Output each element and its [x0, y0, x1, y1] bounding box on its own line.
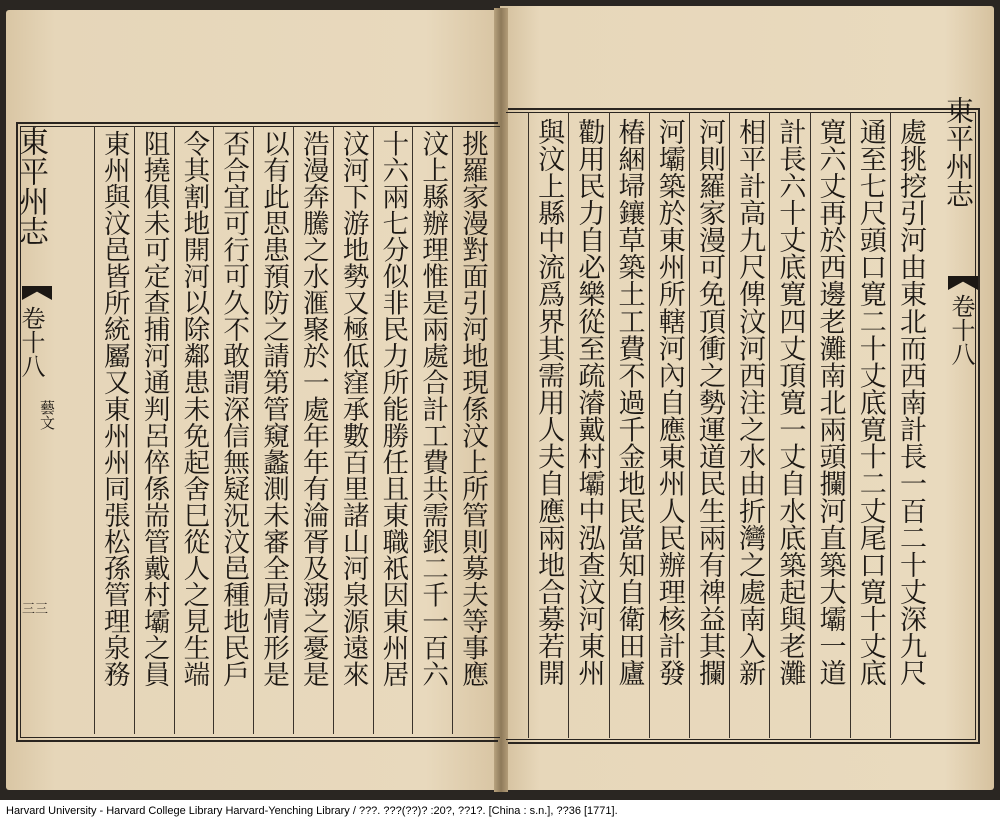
text-column: 計長六十丈底寛四丈頂寛一丈自水底築起與老灘: [774, 118, 806, 687]
column-rule: [373, 126, 374, 734]
heart-page-number: 三三: [22, 602, 49, 617]
heart-title-right: 東平州志: [942, 96, 975, 208]
column-rule: [729, 112, 730, 738]
left-heart-volume: [14, 306, 48, 378]
text-column: 河則羅家漫可免頂衝之勢運道民生兩有禆益其攔: [694, 118, 725, 687]
text-column: 汶河下游地勢又極低窪承數百里諸山河泉源遠來: [337, 130, 369, 688]
right-page-heart: [940, 96, 976, 208]
column-rule: [293, 126, 294, 734]
column-rule: [890, 112, 891, 738]
column-rule: [528, 112, 529, 738]
text-column: 相平計高九尺俾汶河西注之水由折灣之處南入新: [734, 118, 766, 687]
column-rule: [333, 126, 334, 734]
text-column: 十六兩七分似非民力所能勝任且東職祇因東州居: [377, 130, 409, 688]
text-column: 汶上縣辦理惟是兩處合計工費共需銀二千一百六: [417, 130, 449, 688]
library-caption: Harvard University - Harvard College Library Harvard-Yenching Library / ???. ???(??)? :20?, ??1?. [China : s.n.], ??36 [1771].: [0, 800, 1000, 823]
text-column: 否合宜可行可久不敢謂深信無疑況汶邑種地民戶: [218, 130, 250, 688]
column-rule: [213, 126, 214, 734]
text-column: 處挑挖引河由東北而西南計長一百二十丈深九尺: [895, 118, 926, 687]
text-column: 東州與汶邑皆所統屬又東州州同張松孫管理泉務: [98, 130, 130, 688]
left-heart-section: [38, 400, 57, 430]
text-column: 與汶上縣中流爲界其需用人夫自應兩地合募若開: [533, 118, 565, 687]
column-rule: [253, 126, 254, 734]
column-rule: [689, 112, 690, 738]
column-rule: [412, 126, 413, 734]
heart-volume-right: 卷十八: [947, 294, 975, 366]
text-column: 挑羅家漫對面引河地現係汶上所管則募夫等事應: [457, 130, 488, 688]
heart-volume-left: 卷十八: [17, 306, 45, 378]
column-rule: [810, 112, 811, 738]
text-column: 阻撓俱未可定查捕河通判呂倅係耑管戴村壩之員: [138, 130, 170, 688]
text-column: 浩漫奔騰之水滙聚於一處年年有淪胥及溺之憂是: [297, 130, 329, 688]
text-column: 以有此思患預防之請第管窺蠡測未審全局情形是: [258, 130, 289, 688]
column-rule: [769, 112, 770, 738]
text-column: 椿綑埽鑲草築土工費不過千金地民當知自衛田廬: [613, 118, 645, 687]
heart-title-left: 東平州志: [13, 126, 48, 246]
column-rule: [850, 112, 851, 738]
column-rule: [649, 112, 650, 738]
text-column: 寛六丈再於西邊老灘南北兩頭攔河直築大壩一道: [814, 118, 846, 687]
text-column: 勸用民力自必樂從至疏濬戴村壩中泓查汶河東州: [573, 118, 605, 687]
column-rule: [174, 126, 175, 734]
heart-section: 藝文: [38, 400, 56, 430]
right-heart-volume: [944, 294, 978, 366]
column-rule: [568, 112, 569, 738]
column-rule: [134, 126, 135, 734]
left-page-heart: [10, 126, 50, 426]
text-column: 河壩築於東州所轄河內自應東州人民辦理核計發: [653, 118, 685, 687]
column-rule: [452, 126, 453, 734]
text-column: 令其割地開河以除鄰患未免起舍巳從人之見生端: [178, 130, 210, 688]
column-rule: [94, 126, 95, 734]
text-column: 通至七尺頭口寛二十丈底寛十二丈尾口寛十丈底: [854, 118, 886, 687]
column-rule: [609, 112, 610, 738]
